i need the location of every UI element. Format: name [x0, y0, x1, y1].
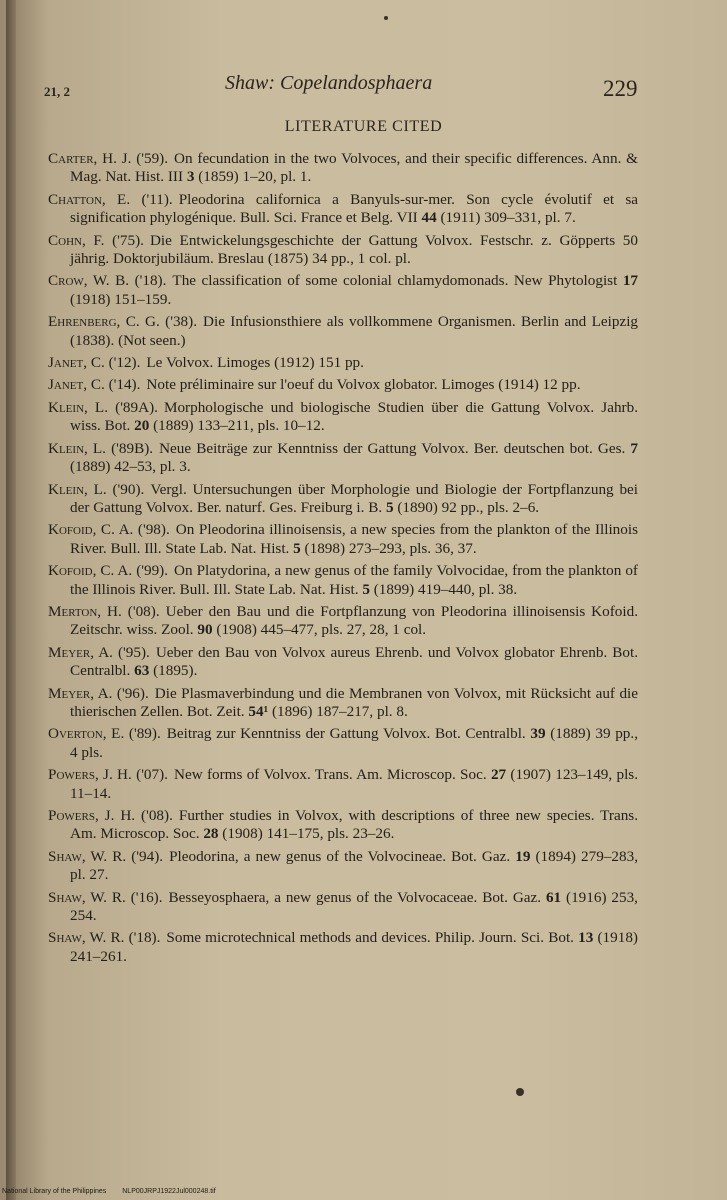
reference-entry	[48, 929, 638, 966]
ref-year: ('14).	[108, 376, 141, 394]
ref-text: Pleodorina, a new genus of the Volvocineae. Bot. Gaz.	[169, 847, 516, 865]
ref-volume: 5	[362, 580, 370, 598]
ref-author: Janet, C.	[48, 354, 105, 372]
ref-text: On fecundation in the two Volvoces, and their specific differences. Ann. & Mag. Nat. Hist. III	[70, 150, 638, 186]
ref-volume: 5	[385, 498, 394, 516]
ref-author: Shaw, W. R.	[48, 888, 126, 906]
ref-text-tail: (1908) 141–175, pls. 23–26.	[218, 825, 395, 843]
ref-volume: 90	[197, 621, 213, 639]
ref-text-tail: (1889) 39 pp., 4 pls.	[70, 725, 638, 761]
reference-entry	[48, 191, 638, 228]
ref-author: Shaw, W. R.	[48, 929, 125, 947]
ref-volume: 44	[421, 209, 437, 227]
ref-text-tail: (1916) 253, 254.	[70, 888, 638, 925]
reference-entry	[48, 725, 638, 762]
ref-year: ('89B).	[111, 439, 154, 457]
ref-year: ('18).	[134, 272, 167, 290]
library-name: National Library of the Philippines	[2, 1188, 107, 1195]
ref-text-tail: (1899) 419–440, pl. 38.	[369, 580, 518, 598]
ref-volume: 3	[186, 168, 195, 186]
ref-text: New forms of Volvox. Trans. Am. Microscop. Soc.	[173, 766, 491, 784]
ref-volume: 19	[515, 847, 531, 865]
ref-year: ('08).	[127, 602, 160, 620]
reference-entry	[48, 685, 638, 722]
ref-text: Besseyosphaera, a new genus of the Volvocaceae. Bot. Gaz.	[168, 888, 546, 906]
ref-author: Powers, J. H.	[48, 766, 132, 784]
reference-entry	[48, 603, 638, 640]
ref-year: ('96).	[116, 684, 149, 702]
ref-text: Die Entwickelungsgeschichte der Gattung Volvox. Festschr. z. Göpperts 50 jährig. Doktorjubiläum. Breslau (1875) 34 pp., 1 col. pl.	[70, 231, 638, 268]
ref-author: Kofoid, C. A.	[48, 562, 133, 580]
reference-entry	[48, 562, 638, 599]
reference-entry	[48, 481, 638, 518]
ref-text-tail: (1889) 133–211, pls. 10–12.	[149, 417, 325, 435]
ref-year: ('90).	[112, 480, 145, 498]
ref-text-tail: (1896) 187–217, pl. 8.	[268, 702, 408, 720]
ref-author: Carter, H. J.	[48, 150, 132, 167]
ref-volume: 28	[203, 825, 219, 843]
ref-author: Ehrenberg, C. G.	[48, 313, 160, 331]
ref-author: Klein, L.	[48, 480, 107, 498]
ref-text: Ueber den Bau und die Fortpflanzung von Pleodorina illinoisensis Kofoid. Zeitschr. wiss. Zool.	[70, 602, 639, 639]
ref-volume: 17	[622, 272, 639, 290]
ref-volume: 7	[630, 439, 639, 457]
ref-text-tail: (1894) 279–283, pl. 27.	[70, 847, 639, 884]
ref-text: On Platydorina, a new genus of the family Volvocidae, from the plankton of the Illinois River. Bull. Ill. State Lab. Nat. Hist.	[70, 562, 638, 598]
reference-entry	[48, 376, 638, 394]
reference-list	[48, 150, 638, 970]
scan-footer	[2, 1188, 230, 1195]
ref-text-tail: (1908) 445–477, pls. 27, 28, 1 col.	[212, 621, 427, 639]
ref-volume: 63	[134, 662, 150, 680]
section-heading: LITERATURE CITED	[284, 118, 443, 135]
reference-entry	[48, 644, 638, 681]
ref-author: Merton, H.	[48, 602, 122, 620]
ref-text-tail: (1907) 123–149, pls. 11–14.	[70, 766, 638, 802]
page-number: 229	[603, 76, 638, 101]
ref-author: Crow, W. B.	[48, 272, 130, 290]
ref-text-tail: (1918) 241–261.	[70, 929, 638, 965]
ref-volume: 61	[545, 888, 562, 906]
ref-text-tail: (1895).	[149, 662, 198, 680]
ref-text: Note préliminaire sur l'oeuf du Volvox globator. Limoges (1914) 12 pp.	[146, 376, 581, 394]
volume-issue: 21, 2	[44, 84, 70, 99]
ref-year: ('38).	[165, 313, 197, 331]
running-header	[0, 72, 727, 112]
ref-text: Die Infusionsthiere als vollkommene Organismen. Berlin and Leipzig (1838). (Not seen.)	[70, 313, 639, 349]
ref-author: Meyer, A.	[48, 643, 113, 661]
ref-author: Klein, L.	[48, 398, 109, 416]
ref-author: Kofoid, C. A.	[48, 521, 134, 539]
ref-year: ('75).	[112, 231, 144, 249]
ref-text: Further studies in Volvox, with descriptions of three new species. Trans. Am. Microscop. Soc.	[70, 807, 638, 843]
ref-author: Janet, C.	[48, 376, 105, 394]
ref-volume: 20	[134, 417, 150, 435]
ref-volume: 5	[293, 539, 301, 557]
ref-year: ('08).	[141, 807, 173, 824]
ref-author: Powers, J. H.	[48, 807, 136, 824]
running-title: Shaw: Copelandosphaera	[225, 72, 433, 94]
ref-text: On Pleodorina illinoisensis, a new species from the plankton of the Illinois River. Bull. Ill. State Lab. Nat. Hist.	[70, 521, 638, 557]
ref-text: The classification of some colonial chlamydomonads. New Phytologist	[172, 272, 623, 290]
ref-text: Morphologische und biologische Studien über die Gattung Volvox. Jahrb. wiss. Bot.	[70, 398, 638, 435]
ref-text-tail: (1898) 273–293, pls. 36, 37.	[300, 539, 477, 557]
ref-year: ('99).	[136, 562, 169, 580]
reference-entry	[48, 313, 638, 350]
ref-text-tail: (1889) 42–53, pl. 3.	[70, 458, 191, 476]
ref-year: ('12).	[108, 354, 141, 372]
ref-volume: 54¹	[248, 702, 269, 720]
ref-volume: 27	[490, 766, 507, 784]
ref-text: Ueber den Bau von Volvox aureus Ehrenb. und Volvox globator Ehrenb. Bot. Centralbl.	[70, 643, 638, 680]
ref-author: Shaw, W. R.	[48, 847, 127, 865]
ref-author: Overton, E.	[48, 725, 125, 743]
reference-entry	[48, 272, 638, 309]
ref-text-tail: (1890) 92 pp., pls. 2–6.	[393, 498, 540, 516]
reference-entry	[48, 766, 638, 803]
ref-text: Le Volvox. Limoges (1912) 151 pp.	[146, 354, 364, 372]
dust-speck	[516, 1088, 524, 1096]
ref-year: ('18).	[128, 929, 161, 947]
ref-author: Chatton, E.	[48, 190, 131, 208]
ref-text: Neue Beiträge zur Kenntniss der Gattung Volvox. Ber. deutschen bot. Ges.	[159, 439, 631, 457]
ref-text: Some microtechnical methods and devices. Philip. Journ. Sci. Bot.	[166, 929, 579, 947]
ref-text: Die Plasmaverbindung und die Membranen von Volvox, mit Rücksicht auf die thierischen Zellen. Bot. Zeit.	[70, 684, 639, 720]
ref-year: ('11).	[141, 190, 173, 208]
ref-year: ('59).	[136, 150, 169, 167]
ref-year: ('95).	[117, 643, 150, 661]
ref-author: Klein, L.	[48, 439, 106, 457]
reference-entry	[48, 807, 638, 844]
dust-speck	[384, 16, 388, 20]
ref-text: Beitrag zur Kenntniss der Gattung Volvox. Bot. Centralbl.	[166, 725, 531, 743]
reference-entry	[48, 150, 638, 187]
ref-volume: 13	[578, 929, 594, 947]
ref-year: ('94).	[131, 847, 164, 865]
reference-entry	[48, 440, 638, 477]
ref-year: ('89A).	[115, 398, 158, 416]
reference-entry	[48, 232, 638, 269]
ref-text-tail: (1911) 309–331, pl. 7.	[436, 209, 576, 227]
ref-volume: 39	[530, 725, 546, 743]
reference-entry	[48, 399, 638, 436]
reference-entry	[48, 848, 638, 885]
page-gutter	[6, 0, 16, 1200]
ref-year: ('07).	[136, 766, 168, 784]
ref-year: ('89).	[128, 725, 161, 743]
ref-author: Meyer, A.	[48, 684, 113, 702]
reference-entry	[48, 889, 638, 926]
ref-text: Pleodorina californica a Banyuls-sur-mer. Son cycle évolutif et sa signification phylogénique. Bull. Sci. France et Belg. VII	[70, 190, 639, 227]
file-id: NLP00JRPJ1922Jul000248.tif	[122, 1188, 216, 1195]
reference-entry	[48, 521, 638, 558]
reference-entry	[48, 354, 638, 372]
ref-year: ('98).	[137, 521, 170, 539]
ref-year: ('16).	[130, 888, 163, 906]
ref-author: Cohn, F.	[48, 231, 105, 249]
ref-text: Vergl. Untersuchungen über Morphologie und Biologie der Fortpflanzung bei der Gattung Volvox. Ber. naturf. Ges. Freiburg i. B.	[70, 480, 639, 516]
ref-text-tail: (1859) 1–20, pl. 1.	[194, 168, 312, 186]
ref-text-tail: (1918) 151–159.	[70, 290, 172, 308]
